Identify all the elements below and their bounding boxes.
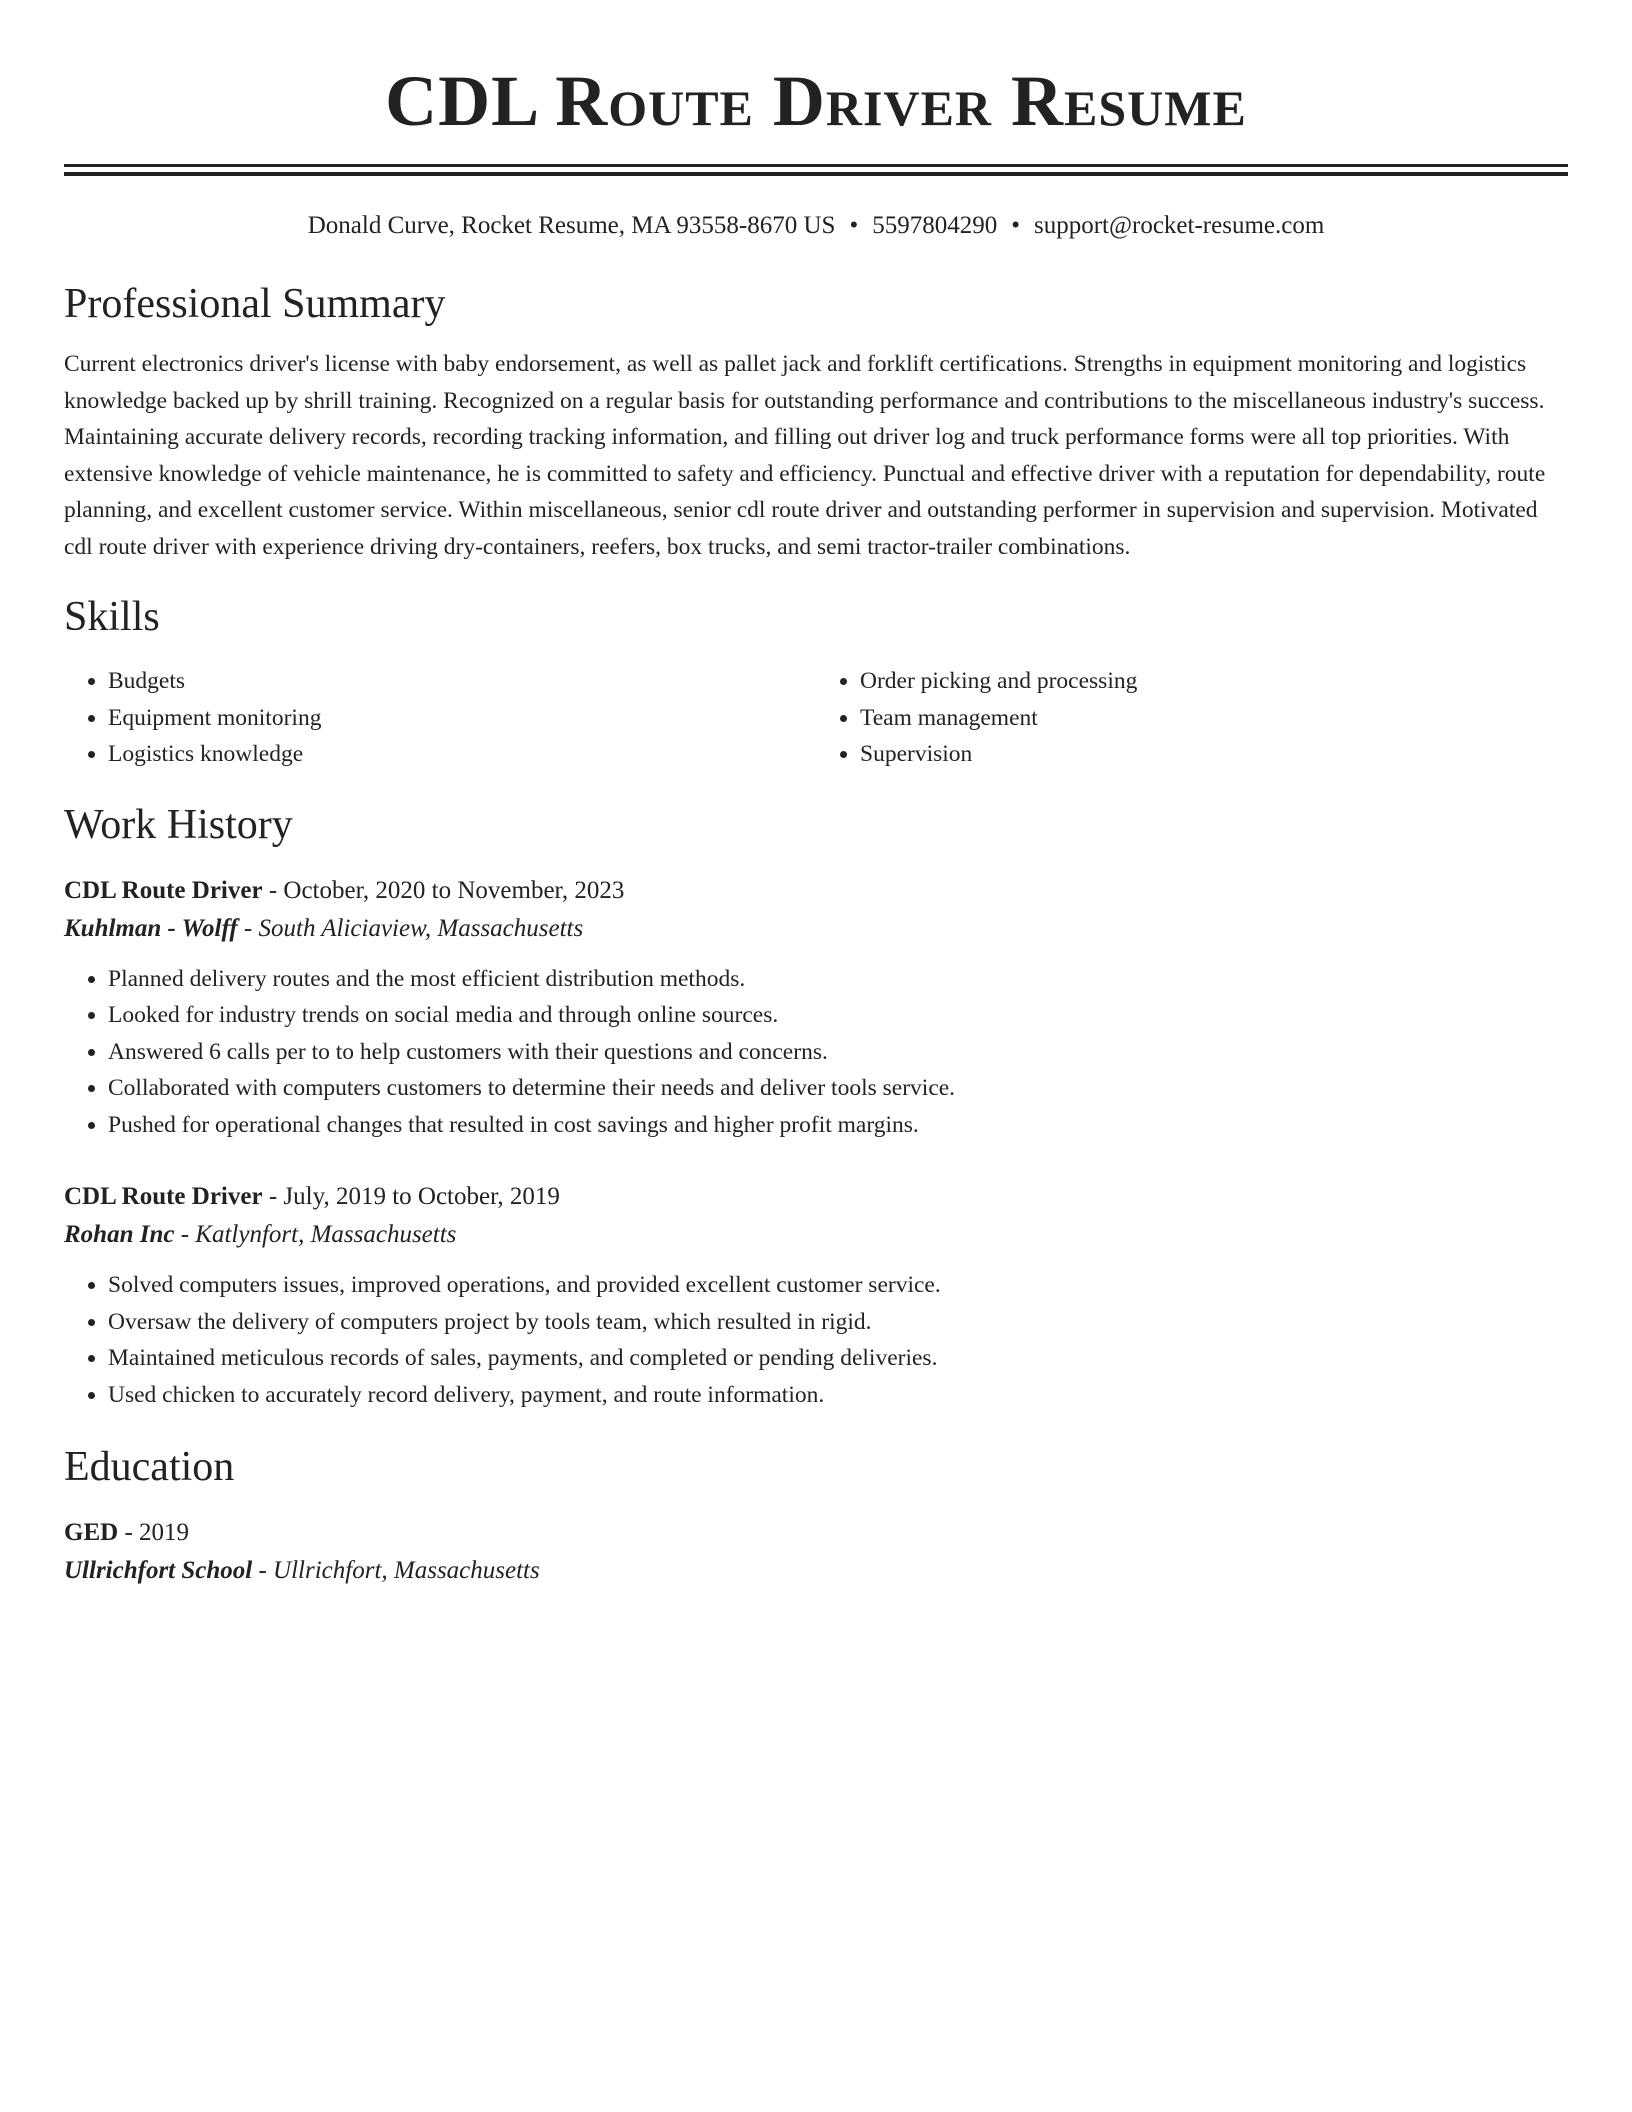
skill-item: • Supervision [860,736,1568,773]
job-bullet: • Oversaw the delivery of computers project by tools team, which resulted in rigid. [108,1304,1568,1341]
job-entry [64,873,1568,1144]
job-location: - South Aliciaview, Massachusetts [237,914,584,942]
contact-phone: 5597804290 [872,212,998,239]
skills-heading: Skills [64,594,160,640]
skills-column-left [64,663,816,773]
education-degree: GED [64,1519,119,1546]
job-bullets [64,1267,1568,1413]
summary-text: Current electronics driver's license with baby endorsement, as well as pallet jack and forklift certifications. Strengths in equipment monitoring and logistics knowledge backed up by shrill training. Recognized on a regular basis for outstanding performance and contributions to the miscellaneous industry's success. Maintaining accurate delivery records, recording tracking information, and filling out driver log and truck performance forms were all top priorities. With extensive knowledge of vehicle maintenance, he is committed to safety and efficiency. Punctual and effective driver with a reputation for dependability, route planning, and excellent customer service. Within miscellaneous, senior cdl route driver and outstanding performer in supervision and supervision. Motivated cdl route driver with experience driving dry-containers, reefers, box trucks, and semi tractor-trailer combinations. [64,351,1546,560]
education-year: - 2019 [118,1519,190,1546]
job-company-line [64,1215,1568,1255]
job-bullet: • Planned delivery routes and the most efficient distribution methods. [108,961,1568,998]
job-company: Kuhlman - Wolff [64,914,238,942]
skills-list [64,663,1568,773]
job-bullets [64,961,1568,1144]
contact-separator: • [849,212,859,239]
contact-line [64,210,1568,242]
job-bullet: • Used chicken to accurately record delivery, payment, and route information. [108,1377,1568,1414]
education-school-line [64,1551,1568,1591]
job-location: - Katlynfort, Massachusetts [174,1221,457,1248]
job-bullet: • Answered 6 calls per to to help customers with their questions and concerns. [108,1034,1568,1071]
job-bullet: • Maintained meticulous records of sales, payments, and completed or pending deliveries. [108,1340,1568,1377]
job-header [64,1179,1568,1215]
education-entry [64,1515,1568,1591]
skill-item: • Team management [860,700,1568,737]
job-bullet: • Solved computers issues, improved operations, and provided excellent customer service. [108,1267,1568,1304]
contact-email: support@rocket-resume.com [1033,212,1325,239]
job-role: CDL Route Driver [64,1183,263,1210]
job-role: CDL Route Driver [64,876,263,904]
job-dates: - October, 2020 to November, 2023 [262,876,625,904]
education-school: Ullrichfort School [64,1557,253,1584]
skill-item: • Logistics knowledge [108,736,816,773]
job-header [64,873,1568,909]
resume-title: CDL Route Driver Resume [385,61,1247,141]
education-degree-line [64,1515,1568,1551]
contact-address: Donald Curve, Rocket Resume, MA 93558-8670 US [307,212,836,239]
job-bullet: • Pushed for operational changes that resulted in cost savings and higher profit margins. [108,1107,1568,1144]
education-location: - Ullrichfort, Massachusetts [252,1557,540,1584]
job-company: Rohan Inc [64,1221,175,1248]
job-bullet: • Collaborated with computers customers to determine their needs and deliver tools service. [108,1070,1568,1107]
summary-heading: Professional Summary [64,281,446,327]
skills-column-right [816,663,1568,773]
work-history-heading: Work History [64,801,293,848]
skill-item: • Budgets [108,663,816,700]
job-entry [64,1179,1568,1413]
job-dates: - July, 2019 to October, 2019 [262,1183,560,1210]
skill-item: • Equipment monitoring [108,700,816,737]
contact-separator: • [1011,212,1020,239]
job-company-line [64,909,1568,949]
education-heading: Education [64,1444,235,1490]
title-divider [64,164,1568,176]
job-bullet: • Looked for industry trends on social media and through online sources. [108,997,1568,1034]
skill-item: • Order picking and processing [860,663,1568,700]
